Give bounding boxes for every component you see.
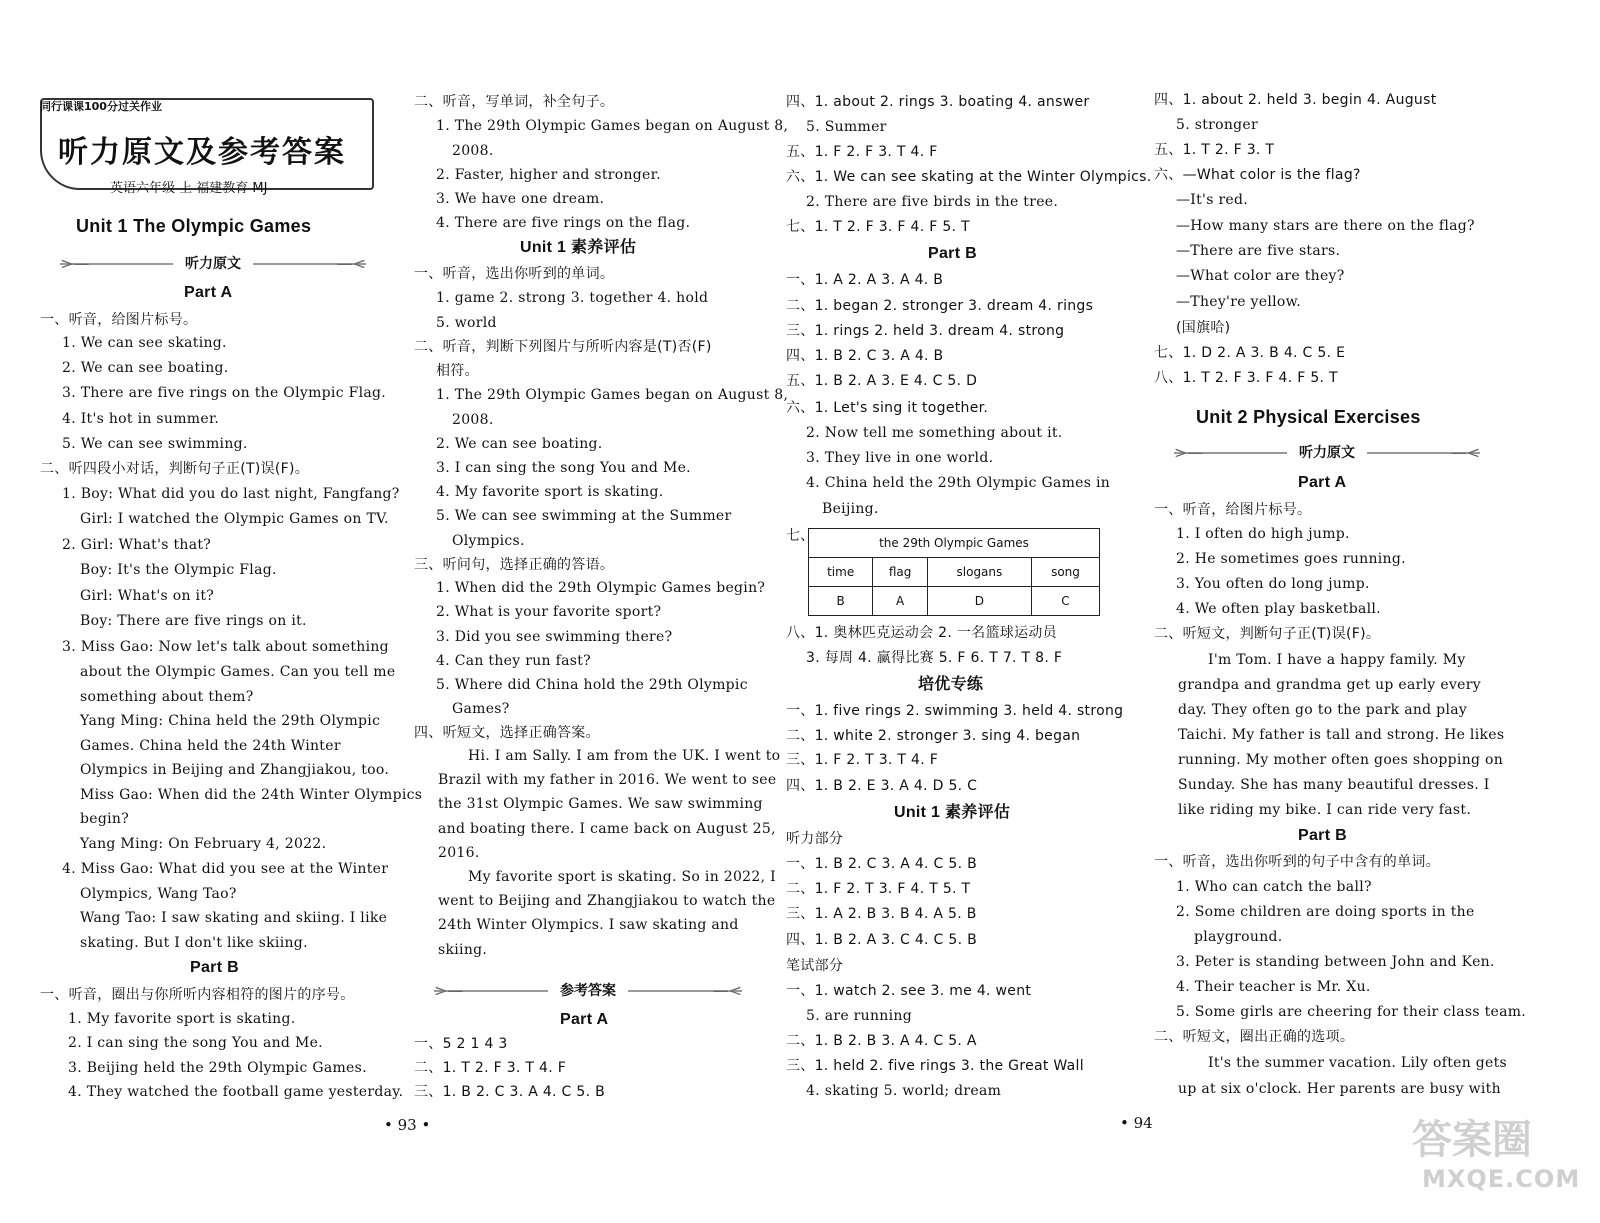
unit-1-title: Unit 1 The Olympic Games — [76, 216, 312, 236]
text-line: 一、听音，给图片标号。 — [1154, 502, 1312, 518]
text-line: 4. Can they run fast? — [436, 653, 591, 669]
text-line: 三、1. A 2. B 3. B 4. A 5. B — [786, 906, 977, 922]
text-line: 4. China held the 29th Olympic Games in — [806, 475, 1111, 491]
text-line: went to Beijing and Zhangjiakou to watch the — [438, 893, 776, 909]
banner-label: 参考答案 — [548, 980, 628, 1000]
text-line: 1. game 2. strong 3. together 4. hold — [436, 290, 709, 306]
text-line: —They're yellow. — [1176, 294, 1301, 310]
text-line: 四、听短文，选择正确答案。 — [414, 725, 600, 741]
text-line: 八、1. T 2. F 3. F 4. F 5. T — [1154, 370, 1338, 386]
text-line: 4. Their teacher is Mr. Xu. — [1176, 979, 1371, 995]
text-line: 2. We can see boating. — [62, 360, 229, 376]
text-line: 2. What is your favorite sport? — [436, 604, 662, 620]
text-line: 3. Did you see swimming there? — [436, 629, 673, 645]
text-line: 2. Now tell me something about it. — [806, 425, 1063, 441]
text-line: My favorite sport is skating. So in 2022, I — [468, 869, 776, 885]
text-line: 2. We can see boating. — [436, 436, 603, 452]
text-line: 5. Some girls are cheering for their class team. — [1176, 1004, 1527, 1020]
olympic-games-table — [808, 528, 1100, 616]
text-line: 4. skating 5. world; dream — [806, 1083, 1002, 1099]
text-line: 二、听音，判断下列图片与所听内容是(T)否(F) — [414, 339, 712, 355]
table-cell: B — [809, 587, 873, 616]
text-line: 二、听四段小对话，判断句子正(T)误(F)。 — [40, 461, 310, 477]
text-line: 2. He sometimes goes running. — [1176, 551, 1406, 567]
text-line: 4. They watched the football game yesterday. — [68, 1084, 404, 1100]
banner-left-arrow-icon: >— — [60, 254, 90, 273]
text-line: 六、—What color is the flag? — [1154, 167, 1361, 183]
text-line: Olympics, Wang Tao? — [80, 886, 237, 902]
part-b-heading: Part B — [1298, 827, 1347, 844]
text-line: Olympics in Beijing and Zhangjiakou, too. — [80, 762, 390, 778]
text-line: 二、1. white 2. stronger 3. sing 4. began — [786, 728, 1081, 744]
text-line: It's the summer vacation. Lily often gets — [1208, 1055, 1508, 1071]
text-line: 1. Who can catch the ball? — [1176, 879, 1372, 895]
text-line: 5. stronger — [1176, 117, 1258, 133]
text-line: Yang Ming: On February 4, 2022. — [80, 836, 327, 852]
text-line: 1. We can see skating. — [62, 335, 227, 351]
text-line: —What color are they? — [1176, 268, 1345, 284]
text-line: Sunday. She has many beautiful dresses. I — [1178, 777, 1490, 793]
text-line: 二、听短文，圈出正确的选项。 — [1154, 1029, 1355, 1045]
text-line: 2. I can sing the song You and Me. — [68, 1035, 323, 1051]
text-line: grandpa and grandma get up early every — [1178, 677, 1481, 693]
page-number-93: • 93 • — [384, 1116, 431, 1134]
text-line: 5. are running — [806, 1008, 912, 1024]
text-line: Girl: What's on it? — [80, 588, 215, 604]
text-line: 4. Miss Gao: What did you see at the Winter — [62, 861, 389, 877]
text-line: Yang Ming: China held the 29th Olympic — [80, 713, 381, 729]
text-line: 三、1. B 2. C 3. A 4. C 5. B — [414, 1084, 605, 1100]
text-line: 五、1. F 2. F 3. T 4. F — [786, 144, 938, 160]
text-line: Hi. I am Sally. I am from the UK. I went to — [468, 748, 781, 764]
text-line: playground. — [1194, 929, 1283, 945]
table-cell: D — [927, 587, 1031, 616]
text-line: 二、听音，写单词，补全句子。 — [414, 94, 615, 110]
subsection-label: 笔试部分 — [786, 958, 844, 974]
text-line: 5. We can see swimming at the Summer — [436, 508, 732, 524]
text-line: skiing. — [438, 942, 488, 958]
text-line: 2. There are five birds in the tree. — [806, 194, 1059, 210]
text-line: 一、5 2 1 4 3 — [414, 1036, 508, 1052]
text-line: 5. Where did China hold the 29th Olympic — [436, 677, 748, 693]
text-line: 七、1. T 2. F 3. F 4. F 5. T — [786, 219, 970, 235]
text-line: 3. They live in one world. — [806, 450, 994, 466]
text-line: 5. Summer — [806, 119, 887, 135]
watermark-logo: 答案圈 — [1412, 1117, 1532, 1163]
text-line: skating. But I don't like skiing. — [80, 935, 308, 951]
text-line: 4. There are five rings on the flag. — [436, 215, 691, 231]
text-line: 2. Faster, higher and stronger. — [436, 167, 661, 183]
text-line: 2008. — [452, 412, 494, 428]
text-line: Wang Tao: I saw skating and skiing. I like — [80, 910, 388, 926]
section-heading: Unit 1 素养评估 — [894, 804, 1011, 821]
text-line: 二、听短文，判断句子正(T)误(F)。 — [1154, 626, 1381, 642]
text-line: 2. Some children are doing sports in the — [1176, 904, 1475, 920]
banner-left-arrow-icon: >— — [1174, 443, 1204, 462]
text-line: begin? — [80, 811, 130, 827]
banner-right-arrow-icon: —< — [336, 254, 366, 273]
text-line: 3. Peter is standing between John and Ken. — [1176, 954, 1495, 970]
text-line: 二、1. B 2. B 3. A 4. C 5. A — [786, 1033, 977, 1049]
text-line: something about them? — [80, 689, 254, 705]
subsection-label: 听力部分 — [786, 831, 844, 847]
page-title: 听力原文及参考答案 — [58, 135, 346, 170]
text-line: 5. We can see swimming. — [62, 436, 248, 452]
text-line: —How many stars are there on the flag? — [1176, 218, 1475, 234]
text-line: about the Olympic Games. Can you tell me — [80, 664, 396, 680]
text-line: 24th Winter Olympics. I saw skating and — [438, 917, 739, 933]
text-line: Games. China held the 24th Winter — [80, 738, 341, 754]
text-line: the 31st Olympic Games. We saw swimming — [438, 796, 763, 812]
text-line: Miss Gao: When did the 24th Winter Olympics — [80, 787, 423, 803]
text-line: 一、听音，选出你听到的单词。 — [414, 266, 615, 282]
text-line: 1. Boy: What did you do last night, Fangfang? — [62, 486, 400, 502]
text-line: 二、1. began 2. stronger 3. dream 4. rings — [786, 298, 1094, 314]
text-line: Boy: It's the Olympic Flag. — [80, 562, 277, 578]
text-line: 一、1. five rings 2. swimming 3. held 4. strong — [786, 703, 1124, 719]
text-line: 四、1. B 2. E 3. A 4. D 5. C — [786, 778, 978, 794]
text-line: 三、1. F 2. T 3. T 4. F — [786, 752, 939, 768]
text-line: Taichi. My father is tall and strong. He likes — [1178, 727, 1505, 743]
text-line: 二、1. F 2. T 3. F 4. T 5. T — [786, 881, 971, 897]
text-line: 相符。 — [436, 363, 479, 379]
text-line: 3. I can sing the song You and Me. — [436, 460, 691, 476]
text-line: 3. 每周 4. 赢得比赛 5. F 6. T 7. T 8. F — [806, 650, 1063, 666]
text-line: —There are five stars. — [1176, 243, 1341, 259]
text-line: 3. You often do long jump. — [1176, 576, 1370, 592]
text-line: Beijing. — [822, 501, 879, 517]
text-line: Games? — [452, 701, 510, 717]
text-line: 1. When did the 29th Olympic Games begin? — [436, 580, 766, 596]
text-line: 三、听问句，选择正确的答语。 — [414, 557, 615, 573]
text-line: 4. We often play basketball. — [1176, 601, 1381, 617]
text-line: 2008. — [452, 143, 494, 159]
text-line: 一、1. watch 2. see 3. me 4. went — [786, 983, 1032, 999]
text-line: 1. My favorite sport is skating. — [68, 1011, 296, 1027]
text-line: 一、听音，选出你听到的句子中含有的单词。 — [1154, 854, 1440, 870]
text-line: 2016. — [438, 845, 480, 861]
text-line: 四、1. B 2. A 3. C 4. C 5. B — [786, 932, 977, 948]
section-heading: 培优专练 — [918, 676, 984, 693]
page-number-94: • 94 — [1120, 1114, 1153, 1132]
table-label: 七、 — [786, 528, 815, 544]
text-line: 4. My favorite sport is skating. — [436, 484, 664, 500]
text-line: 二、1. T 2. F 3. T 4. F — [414, 1060, 567, 1076]
text-line: Boy: There are five rings on it. — [80, 613, 307, 629]
text-line: 七、1. D 2. A 3. B 4. C 5. E — [1154, 345, 1346, 361]
banner-listening-text — [1174, 441, 1480, 465]
banner-listening-text — [60, 252, 366, 276]
text-line: Girl: I watched the Olympic Games on TV. — [80, 511, 389, 527]
banner-left-arrow-icon: >— — [434, 981, 464, 1000]
section-heading: Unit 1 素养评估 — [520, 239, 637, 256]
text-line: 1. The 29th Olympic Games began on August 8, — [436, 118, 789, 134]
text-line: 一、听音，圈出与你所听内容相符的图片的序号。 — [40, 987, 355, 1003]
subtitle: 英语六年级 上 福建教育 MJ — [110, 181, 268, 196]
watermark-url: MXQE.COM — [1422, 1165, 1581, 1193]
table-header: slogans — [927, 558, 1031, 587]
text-line: Olympics. — [452, 533, 525, 549]
part-b-heading: Part B — [190, 959, 239, 976]
text-line: —It's red. — [1176, 192, 1249, 208]
text-line: 3. We have one dream. — [436, 191, 605, 207]
text-line: I'm Tom. I have a happy family. My — [1208, 652, 1466, 668]
text-line: 四、1. about 2. held 3. begin 4. August — [1154, 92, 1437, 108]
text-line: 六、1. We can see skating at the Winter Olympics. — [786, 169, 1152, 185]
text-line: up at six o'clock. Her parents are busy with — [1178, 1081, 1501, 1097]
banner-reference-answers — [434, 979, 742, 1003]
text-line: 3. Beijing held the 29th Olympic Games. — [68, 1060, 367, 1076]
banner-right-arrow-icon: —< — [1450, 443, 1480, 462]
text-line: 3. Miss Gao: Now let's talk about something — [62, 639, 389, 655]
table-header: time — [809, 558, 873, 587]
text-line: 六、1. Let's sing it together. — [786, 400, 989, 416]
brand-label: 同行课课100分过关作业 — [40, 100, 162, 113]
banner-label: 听力原文 — [1287, 442, 1367, 462]
part-a-heading: Part A — [560, 1011, 609, 1028]
table-header: flag — [873, 558, 928, 587]
text-line: 一、1. A 2. A 3. A 4. B — [786, 272, 944, 288]
text-line: 1. I often do high jump. — [1176, 526, 1350, 542]
table-header: song — [1031, 558, 1099, 587]
table-title: the 29th Olympic Games — [809, 529, 1100, 558]
text-line: 五、1. T 2. F 3. T — [1154, 142, 1275, 158]
text-line: day. They often go to the park and play — [1178, 702, 1468, 718]
banner-right-arrow-icon: —< — [712, 981, 742, 1000]
part-a-heading: Part A — [1298, 474, 1347, 491]
text-line: 一、1. B 2. C 3. A 4. C 5. B — [786, 856, 977, 872]
text-line: Brazil with my father in 2016. We went to see — [438, 772, 777, 788]
text-line: (国旗哈) — [1176, 320, 1231, 336]
unit-2-title: Unit 2 Physical Exercises — [1196, 407, 1421, 427]
table-cell: A — [873, 587, 928, 616]
text-line: like riding my bike. I can ride very fast. — [1178, 802, 1472, 818]
text-line: 三、1. held 2. five rings 3. the Great Wall — [786, 1058, 1084, 1074]
part-a-heading: Part A — [184, 284, 233, 301]
part-b-heading: Part B — [928, 245, 977, 262]
text-line: 四、1. about 2. rings 3. boating 4. answer — [786, 94, 1090, 110]
text-line: 一、听音，给图片标号。 — [40, 312, 198, 328]
text-line: 2. Girl: What's that? — [62, 537, 212, 553]
banner-label: 听力原文 — [173, 253, 253, 273]
text-line: 1. The 29th Olympic Games began on August 8, — [436, 387, 789, 403]
text-line: 五、1. B 2. A 3. E 4. C 5. D — [786, 373, 978, 389]
text-line: 4. It's hot in summer. — [62, 411, 220, 427]
text-line: 四、1. B 2. C 3. A 4. B — [786, 348, 944, 364]
text-line: 八、1. 奥林匹克运动会 2. 一名篮球运动员 — [786, 625, 1057, 641]
text-line: running. My mother often goes shopping on — [1178, 752, 1504, 768]
text-line: 三、1. rings 2. held 3. dream 4. strong — [786, 323, 1065, 339]
text-line: and boating there. I came back on August 25, — [438, 821, 776, 837]
text-line: 3. There are five rings on the Olympic Flag. — [62, 385, 387, 401]
text-line: 5. world — [436, 315, 497, 331]
table-cell: C — [1031, 587, 1099, 616]
